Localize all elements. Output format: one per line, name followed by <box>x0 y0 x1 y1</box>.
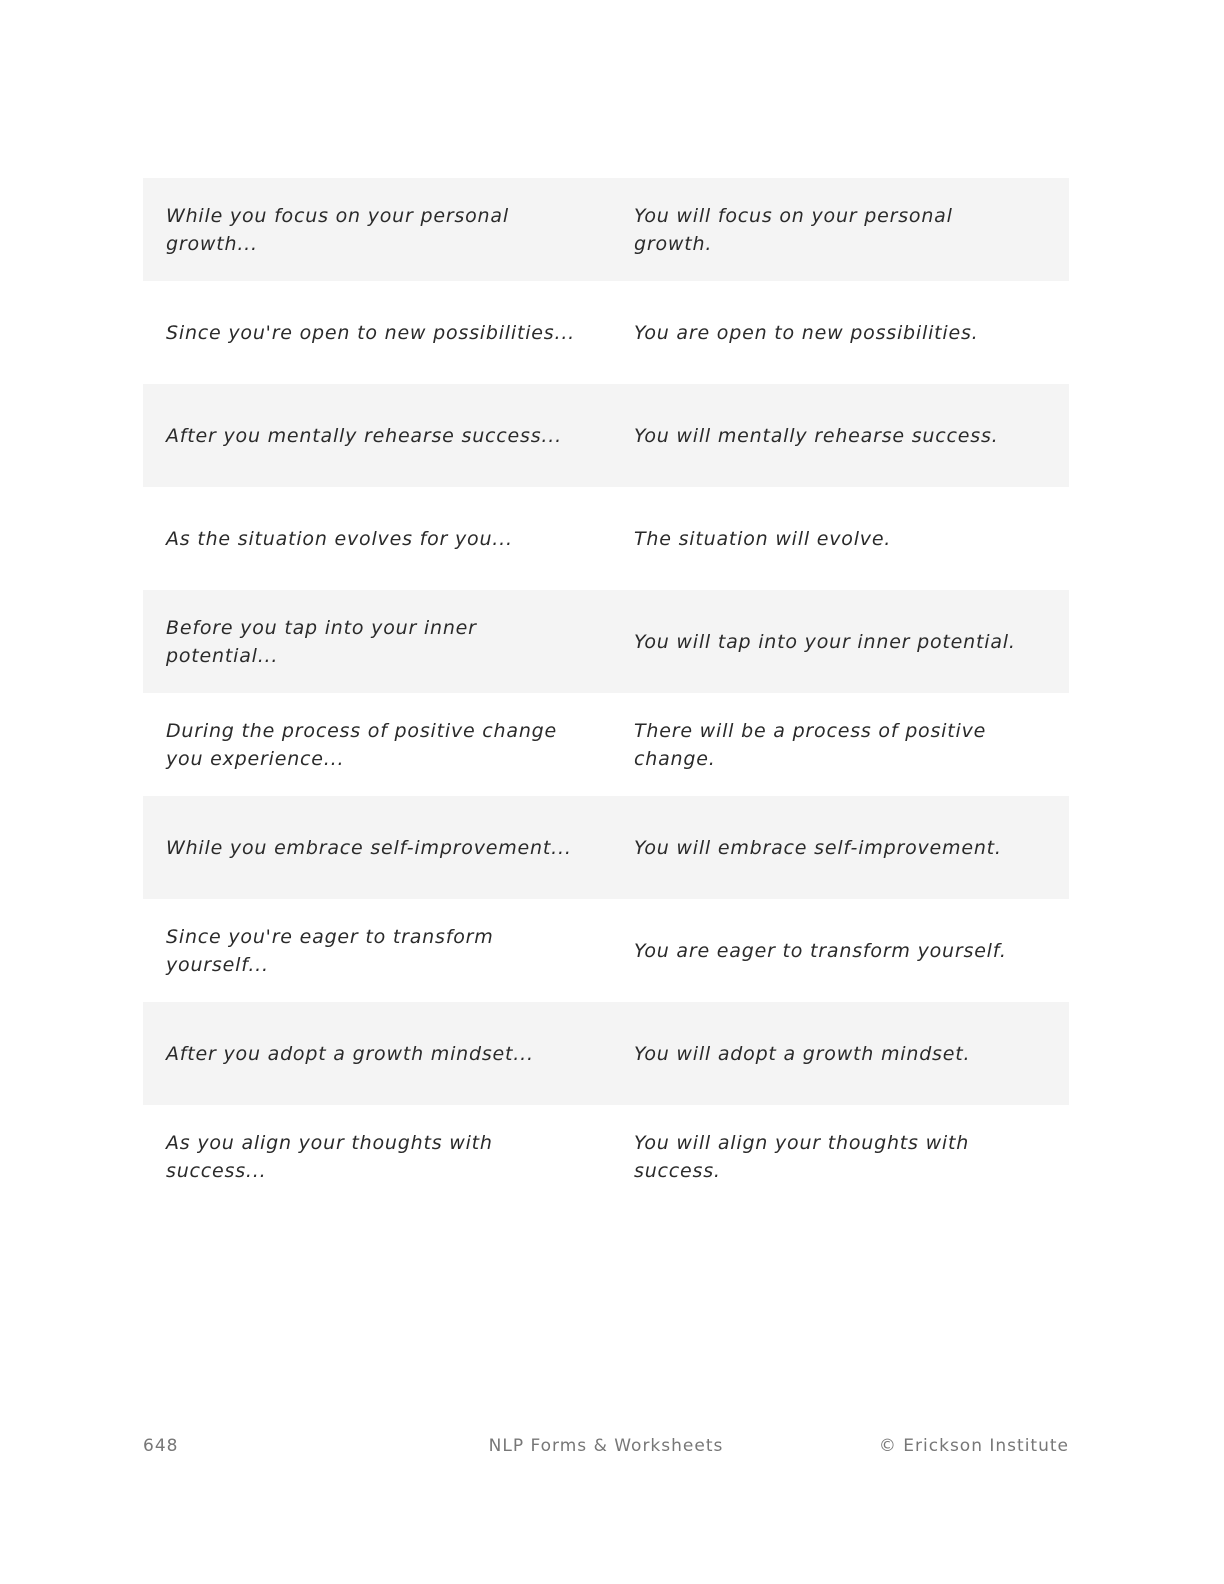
statement-cell: There will be a process of positive change. <box>634 719 987 770</box>
statement-cell: You are open to new possibilities. <box>634 321 979 344</box>
table-row <box>143 1002 1069 1105</box>
page-footer <box>143 1436 1069 1460</box>
page-number: 648 <box>143 1436 179 1456</box>
presupposition-cell: After you adopt a growth mindset... <box>166 1042 534 1065</box>
presupposition-cell: While you embrace self-improvement... <box>166 836 572 859</box>
statement-cell: The situation will evolve. <box>634 527 892 550</box>
table-row <box>143 384 1069 487</box>
presupposition-cell: While you focus on your personal growth... <box>166 204 509 255</box>
table-row <box>143 796 1069 899</box>
statement-cell: You are eager to transform yourself. <box>634 939 1007 962</box>
table-row <box>143 178 1069 281</box>
table-row <box>143 487 1069 590</box>
presupposition-cell: Since you're eager to transform yourself... <box>166 925 494 976</box>
table-row <box>143 693 1069 796</box>
statement-cell: You will mentally rehearse success. <box>634 424 999 447</box>
presupposition-cell: During the process of positive change you experience... <box>166 719 558 770</box>
table-row <box>143 590 1069 693</box>
table-row <box>143 281 1069 384</box>
table-row <box>143 899 1069 1002</box>
statement-cell: You will adopt a growth mindset. <box>634 1042 971 1065</box>
statement-cell: You will align your thoughts with success. <box>634 1131 970 1182</box>
document-title: NLP Forms & Worksheets <box>488 1436 724 1456</box>
table-row <box>143 1105 1069 1208</box>
presupposition-cell: Before you tap into your inner potential... <box>166 616 477 667</box>
statement-table <box>143 178 1069 1208</box>
presupposition-cell: As you align your thoughts with success... <box>166 1131 493 1182</box>
presupposition-cell: As the situation evolves for you... <box>166 527 513 550</box>
presupposition-cell: After you mentally rehearse success... <box>166 424 562 447</box>
statement-cell: You will focus on your personal growth. <box>634 204 953 255</box>
copyright: © Erickson Institute <box>878 1436 1069 1456</box>
statement-cell: You will embrace self-improvement. <box>634 836 1002 859</box>
presupposition-cell: Since you're open to new possibilities... <box>166 321 576 344</box>
statement-cell: You will tap into your inner potential. <box>634 630 1016 653</box>
